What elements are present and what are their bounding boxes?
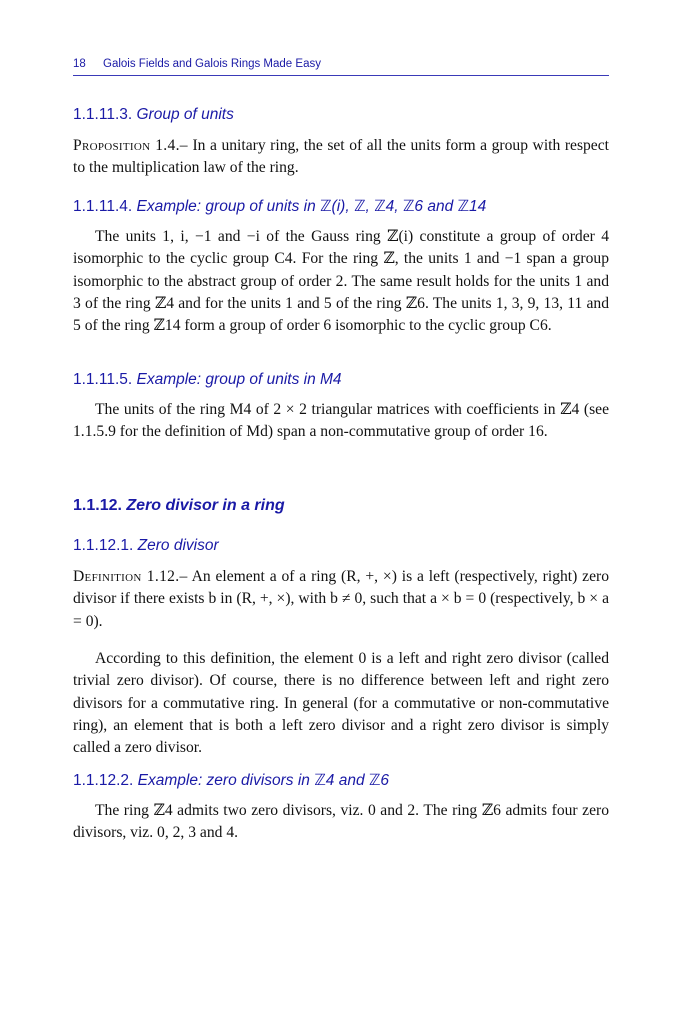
- section-title: Zero divisor: [137, 537, 219, 554]
- section-number: 1.1.11.5.: [73, 371, 133, 388]
- section-heading-zero-divisor: [73, 537, 613, 555]
- page-number: 18: [73, 58, 86, 70]
- section-number: 1.1.12.2.: [73, 772, 134, 789]
- proposition-text: In a unitary ring, the set of all the units form a group with respect to the multiplication law of the ring.: [73, 137, 609, 177]
- section-title: Group of units: [136, 106, 234, 123]
- proposition-paragraph: [73, 135, 609, 180]
- section-title: Example: zero divisors in ℤ4 and ℤ6: [137, 772, 390, 789]
- zero-divisor-example-paragraph: The ring ℤ4 admits two zero divisors, viz. 0 and 2. The ring ℤ6 admits four zero divisors, viz. 0, 2, 3 and 4.: [73, 802, 609, 842]
- units-example-paragraph: The units 1, i, −1 and −i of the Gauss ring ℤ(i) constitute a group of order 4 isomorphic to the cyclic group C4. For the ring ℤ, the units 1 and −1 span a group isomorphic to the abstract group of order 2. The same result holds for the units 1 and 3 of the ring ℤ4 and for the units 1 and 5 of the ring ℤ6. The units 1, 3, 9, 13, 11 and 5 of the ring ℤ14 form a group of order 6 isomorphic to the cyclic group C6.: [73, 228, 609, 335]
- proposition-label: Proposition 1.4.–: [73, 137, 188, 154]
- definition-paragraph: [73, 566, 609, 633]
- section-number: 1.1.11.3.: [73, 106, 133, 123]
- m4-example-paragraph: The units of the ring M4 of 2 × 2 triangular matrices with coefficients in ℤ4 (see 1.1.5.9 for the definition of Md) span a non-commutative group of order 16.: [73, 401, 609, 441]
- running-header: [73, 58, 609, 76]
- section-title: Zero divisor in a ring: [126, 497, 285, 514]
- section-number: 1.1.12.: [73, 497, 122, 514]
- section-number: 1.1.11.4.: [73, 198, 133, 215]
- section-heading-zero-divisor-ring: [73, 497, 613, 515]
- book-title: Galois Fields and Galois Rings Made Easy: [103, 58, 321, 70]
- section-heading-units-example: [73, 197, 613, 216]
- definition-text: An element a of a ring (R, +, ×) is a left (respectively, right) zero divisor if there exists b in (R, +, ×), with b ≠ 0, such that a × b = 0 (respectively, b × a = 0).: [73, 568, 609, 630]
- definition-remark-paragraph: According to this definition, the element 0 is a left and right zero divisor (called trivial zero divisor). Of course, there is no difference between left and right zero divisors for a commutative ring. In general (for a commutative or non-commutative ring), an element that is both a left zero divisor and a right zero divisor is simply called a zero divisor.: [73, 650, 609, 757]
- section-heading-zero-divisor-example: [73, 771, 613, 790]
- section-title: Example: group of units in ℤ(i), ℤ, ℤ4, ℤ6 and ℤ14: [136, 198, 487, 215]
- section-heading-m4-example: [73, 371, 613, 389]
- section-title: Example: group of units in M4: [136, 371, 342, 388]
- section-number: 1.1.12.1.: [73, 537, 134, 554]
- section-heading-group-of-units: [73, 106, 613, 124]
- definition-label: Definition 1.12.–: [73, 568, 188, 585]
